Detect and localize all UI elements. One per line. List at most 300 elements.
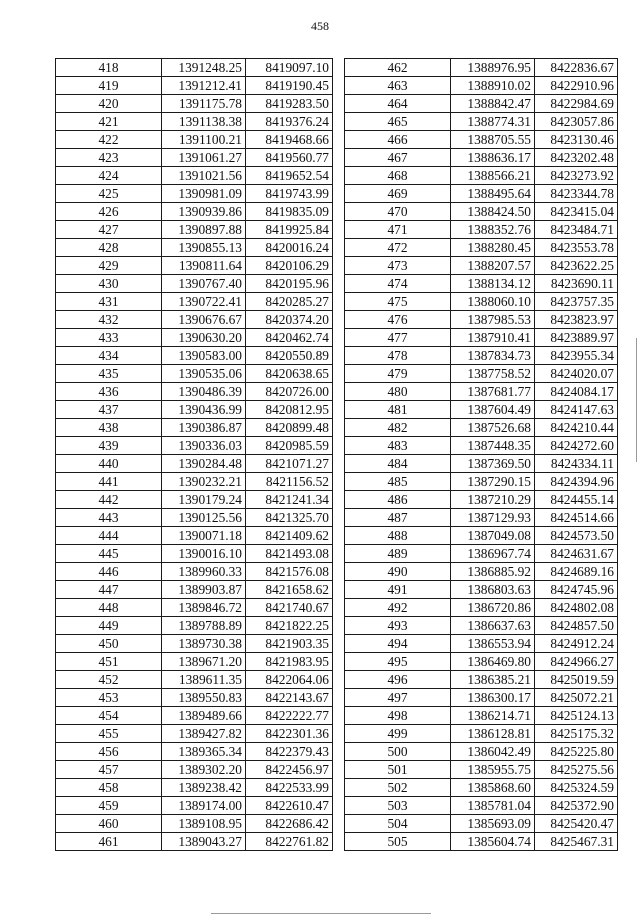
point-number-cell: 430 <box>56 275 162 293</box>
y-coordinate-cell: 8421903.35 <box>246 635 333 653</box>
point-number-cell: 497 <box>345 689 451 707</box>
x-coordinate-cell: 1388424.50 <box>451 203 535 221</box>
point-number-cell: 470 <box>345 203 451 221</box>
y-coordinate-cell: 8420374.20 <box>246 311 333 329</box>
x-coordinate-cell: 1389108.95 <box>162 815 246 833</box>
point-number-cell: 438 <box>56 419 162 437</box>
x-coordinate-cell: 1386214.71 <box>451 707 535 725</box>
x-coordinate-cell: 1391138.38 <box>162 113 246 131</box>
y-coordinate-cell: 8424210.44 <box>535 419 618 437</box>
point-number-cell: 462 <box>345 59 451 77</box>
y-coordinate-cell: 8424272.60 <box>535 437 618 455</box>
point-number-cell: 432 <box>56 311 162 329</box>
y-coordinate-cell: 8424455.14 <box>535 491 618 509</box>
x-coordinate-cell: 1389846.72 <box>162 599 246 617</box>
y-coordinate-cell: 8421740.67 <box>246 599 333 617</box>
y-coordinate-cell: 8424147.63 <box>535 401 618 419</box>
y-coordinate-cell: 8422222.77 <box>246 707 333 725</box>
y-coordinate-cell: 8421156.52 <box>246 473 333 491</box>
table-row <box>345 383 618 401</box>
point-number-cell: 441 <box>56 473 162 491</box>
y-coordinate-cell: 8423130.46 <box>535 131 618 149</box>
table-row <box>56 743 333 761</box>
x-coordinate-cell: 1388280.45 <box>451 239 535 257</box>
point-number-cell: 419 <box>56 77 162 95</box>
table-row <box>345 833 618 851</box>
y-coordinate-cell: 8423057.86 <box>535 113 618 131</box>
table-row <box>345 347 618 365</box>
table-row <box>56 293 333 311</box>
x-coordinate-cell: 1390855.13 <box>162 239 246 257</box>
x-coordinate-cell: 1386042.49 <box>451 743 535 761</box>
table-row <box>56 509 333 527</box>
y-coordinate-cell: 8422143.67 <box>246 689 333 707</box>
table-row <box>56 545 333 563</box>
table-row <box>345 275 618 293</box>
point-number-cell: 446 <box>56 563 162 581</box>
table-row <box>56 383 333 401</box>
x-coordinate-cell: 1389174.00 <box>162 797 246 815</box>
point-number-cell: 483 <box>345 437 451 455</box>
point-number-cell: 435 <box>56 365 162 383</box>
x-coordinate-cell: 1389671.20 <box>162 653 246 671</box>
page-number: 458 <box>311 19 329 33</box>
x-coordinate-cell: 1387526.68 <box>451 419 535 437</box>
x-coordinate-cell: 1389788.89 <box>162 617 246 635</box>
point-number-cell: 457 <box>56 761 162 779</box>
table-row <box>56 653 333 671</box>
table-row <box>345 311 618 329</box>
x-coordinate-cell: 1387049.08 <box>451 527 535 545</box>
x-coordinate-cell: 1388705.55 <box>451 131 535 149</box>
table-row <box>56 149 333 167</box>
x-coordinate-cell: 1390811.64 <box>162 257 246 275</box>
point-number-cell: 485 <box>345 473 451 491</box>
point-number-cell: 451 <box>56 653 162 671</box>
y-coordinate-cell: 8423344.78 <box>535 185 618 203</box>
y-coordinate-cell: 8421822.25 <box>246 617 333 635</box>
point-number-cell: 428 <box>56 239 162 257</box>
point-number-cell: 501 <box>345 761 451 779</box>
point-number-cell: 442 <box>56 491 162 509</box>
table-row <box>56 239 333 257</box>
table-row <box>56 167 333 185</box>
x-coordinate-cell: 1388910.02 <box>451 77 535 95</box>
y-coordinate-cell: 8422533.99 <box>246 779 333 797</box>
point-number-cell: 491 <box>345 581 451 599</box>
table-row <box>56 635 333 653</box>
table-row <box>345 725 618 743</box>
x-coordinate-cell: 1388566.21 <box>451 167 535 185</box>
point-number-cell: 469 <box>345 185 451 203</box>
x-coordinate-cell: 1389302.20 <box>162 761 246 779</box>
point-number-cell: 474 <box>345 275 451 293</box>
y-coordinate-cell: 8419835.09 <box>246 203 333 221</box>
table-row <box>345 59 618 77</box>
table-row <box>56 689 333 707</box>
table-row <box>56 671 333 689</box>
table-row <box>56 59 333 77</box>
point-number-cell: 496 <box>345 671 451 689</box>
y-coordinate-cell: 8424084.17 <box>535 383 618 401</box>
table-row <box>345 761 618 779</box>
scan-edge-mark <box>636 338 637 462</box>
y-coordinate-cell: 8419376.24 <box>246 113 333 131</box>
y-coordinate-cell: 8423484.71 <box>535 221 618 239</box>
table-row <box>345 221 618 239</box>
y-coordinate-cell: 8425225.80 <box>535 743 618 761</box>
table-row <box>56 473 333 491</box>
table-row <box>345 797 618 815</box>
y-coordinate-cell: 8420285.27 <box>246 293 333 311</box>
table-row <box>56 77 333 95</box>
table-row <box>345 437 618 455</box>
y-coordinate-cell: 8423415.04 <box>535 203 618 221</box>
point-number-cell: 490 <box>345 563 451 581</box>
y-coordinate-cell: 8422910.96 <box>535 77 618 95</box>
x-coordinate-cell: 1391175.78 <box>162 95 246 113</box>
point-number-cell: 444 <box>56 527 162 545</box>
point-number-cell: 486 <box>345 491 451 509</box>
y-coordinate-cell: 8424966.27 <box>535 653 618 671</box>
x-coordinate-cell: 1388976.95 <box>451 59 535 77</box>
y-coordinate-cell: 8422984.69 <box>535 95 618 113</box>
table-row <box>345 815 618 833</box>
point-number-cell: 421 <box>56 113 162 131</box>
y-coordinate-cell: 8421983.95 <box>246 653 333 671</box>
y-coordinate-cell: 8424689.16 <box>535 563 618 581</box>
y-coordinate-cell: 8423757.35 <box>535 293 618 311</box>
point-number-cell: 437 <box>56 401 162 419</box>
y-coordinate-cell: 8422064.06 <box>246 671 333 689</box>
point-number-cell: 505 <box>345 833 451 851</box>
x-coordinate-cell: 1386300.17 <box>451 689 535 707</box>
x-coordinate-cell: 1385868.60 <box>451 779 535 797</box>
x-coordinate-cell: 1390179.24 <box>162 491 246 509</box>
y-coordinate-cell: 8423823.97 <box>535 311 618 329</box>
point-number-cell: 440 <box>56 455 162 473</box>
point-number-cell: 452 <box>56 671 162 689</box>
x-coordinate-cell: 1390486.39 <box>162 383 246 401</box>
point-number-cell: 429 <box>56 257 162 275</box>
y-coordinate-cell: 8424020.07 <box>535 365 618 383</box>
point-number-cell: 461 <box>56 833 162 851</box>
point-number-cell: 487 <box>345 509 451 527</box>
x-coordinate-cell: 1385955.75 <box>451 761 535 779</box>
point-number-cell: 500 <box>345 743 451 761</box>
point-number-cell: 502 <box>345 779 451 797</box>
table-row <box>345 617 618 635</box>
table-row <box>345 473 618 491</box>
table-row <box>56 221 333 239</box>
x-coordinate-cell: 1391061.27 <box>162 149 246 167</box>
table-row <box>56 455 333 473</box>
x-coordinate-cell: 1390386.87 <box>162 419 246 437</box>
y-coordinate-cell: 8421241.34 <box>246 491 333 509</box>
point-number-cell: 454 <box>56 707 162 725</box>
table-row <box>345 509 618 527</box>
y-coordinate-cell: 8423273.92 <box>535 167 618 185</box>
point-number-cell: 473 <box>345 257 451 275</box>
table-row <box>345 131 618 149</box>
y-coordinate-cell: 8424857.50 <box>535 617 618 635</box>
x-coordinate-cell: 1386385.21 <box>451 671 535 689</box>
table-row <box>56 581 333 599</box>
x-coordinate-cell: 1391100.21 <box>162 131 246 149</box>
point-number-cell: 465 <box>345 113 451 131</box>
point-number-cell: 504 <box>345 815 451 833</box>
x-coordinate-cell: 1391248.25 <box>162 59 246 77</box>
y-coordinate-cell: 8425072.21 <box>535 689 618 707</box>
x-coordinate-cell: 1386803.63 <box>451 581 535 599</box>
table-row <box>56 275 333 293</box>
point-number-cell: 453 <box>56 689 162 707</box>
table-row <box>56 113 333 131</box>
y-coordinate-cell: 8425019.59 <box>535 671 618 689</box>
table-row <box>56 131 333 149</box>
table-row <box>56 257 333 275</box>
point-number-cell: 447 <box>56 581 162 599</box>
y-coordinate-cell: 8425420.47 <box>535 815 618 833</box>
y-coordinate-cell: 8425467.31 <box>535 833 618 851</box>
y-coordinate-cell: 8425324.59 <box>535 779 618 797</box>
coordinate-table-left <box>55 58 333 851</box>
scan-edge-mark <box>211 913 431 914</box>
table-row <box>345 257 618 275</box>
table-row <box>345 167 618 185</box>
x-coordinate-cell: 1386637.63 <box>451 617 535 635</box>
y-coordinate-cell: 8421325.70 <box>246 509 333 527</box>
point-number-cell: 424 <box>56 167 162 185</box>
table-row <box>56 203 333 221</box>
table-row <box>345 239 618 257</box>
y-coordinate-cell: 8420462.74 <box>246 329 333 347</box>
point-number-cell: 466 <box>345 131 451 149</box>
table-row <box>56 833 333 851</box>
table-row <box>345 779 618 797</box>
table-row <box>345 95 618 113</box>
table-row <box>345 149 618 167</box>
point-number-cell: 494 <box>345 635 451 653</box>
y-coordinate-cell: 8419652.54 <box>246 167 333 185</box>
y-coordinate-cell: 8422836.67 <box>535 59 618 77</box>
point-number-cell: 455 <box>56 725 162 743</box>
x-coordinate-cell: 1387290.15 <box>451 473 535 491</box>
x-coordinate-cell: 1386128.81 <box>451 725 535 743</box>
table-row <box>56 797 333 815</box>
table-row <box>345 185 618 203</box>
point-number-cell: 488 <box>345 527 451 545</box>
y-coordinate-cell: 8419097.10 <box>246 59 333 77</box>
point-number-cell: 418 <box>56 59 162 77</box>
point-number-cell: 484 <box>345 455 451 473</box>
y-coordinate-cell: 8422379.43 <box>246 743 333 761</box>
x-coordinate-cell: 1387210.29 <box>451 491 535 509</box>
table-row <box>345 527 618 545</box>
table-row <box>345 653 618 671</box>
point-number-cell: 499 <box>345 725 451 743</box>
y-coordinate-cell: 8425124.13 <box>535 707 618 725</box>
y-coordinate-cell: 8423202.48 <box>535 149 618 167</box>
table-row <box>345 455 618 473</box>
y-coordinate-cell: 8424334.11 <box>535 455 618 473</box>
point-number-cell: 476 <box>345 311 451 329</box>
y-coordinate-cell: 8421409.62 <box>246 527 333 545</box>
point-number-cell: 423 <box>56 149 162 167</box>
x-coordinate-cell: 1388636.17 <box>451 149 535 167</box>
y-coordinate-cell: 8425175.32 <box>535 725 618 743</box>
table-row <box>56 311 333 329</box>
table-row <box>345 77 618 95</box>
y-coordinate-cell: 8419743.99 <box>246 185 333 203</box>
y-coordinate-cell: 8423553.78 <box>535 239 618 257</box>
x-coordinate-cell: 1387369.50 <box>451 455 535 473</box>
table-row <box>345 743 618 761</box>
table-row <box>345 419 618 437</box>
y-coordinate-cell: 8420726.00 <box>246 383 333 401</box>
table-row <box>56 725 333 743</box>
x-coordinate-cell: 1388134.12 <box>451 275 535 293</box>
x-coordinate-cell: 1386885.92 <box>451 563 535 581</box>
point-number-cell: 498 <box>345 707 451 725</box>
x-coordinate-cell: 1387834.73 <box>451 347 535 365</box>
point-number-cell: 479 <box>345 365 451 383</box>
table-row <box>56 329 333 347</box>
y-coordinate-cell: 8424912.24 <box>535 635 618 653</box>
y-coordinate-cell: 8419925.84 <box>246 221 333 239</box>
x-coordinate-cell: 1390676.67 <box>162 311 246 329</box>
table-row <box>56 599 333 617</box>
point-number-cell: 460 <box>56 815 162 833</box>
x-coordinate-cell: 1387681.77 <box>451 383 535 401</box>
x-coordinate-cell: 1390336.03 <box>162 437 246 455</box>
coordinate-table-right <box>344 58 618 851</box>
table-row <box>345 671 618 689</box>
point-number-cell: 492 <box>345 599 451 617</box>
y-coordinate-cell: 8423889.97 <box>535 329 618 347</box>
x-coordinate-cell: 1390583.00 <box>162 347 246 365</box>
point-number-cell: 426 <box>56 203 162 221</box>
point-number-cell: 434 <box>56 347 162 365</box>
y-coordinate-cell: 8419560.77 <box>246 149 333 167</box>
x-coordinate-cell: 1391021.56 <box>162 167 246 185</box>
y-coordinate-cell: 8423955.34 <box>535 347 618 365</box>
x-coordinate-cell: 1388495.64 <box>451 185 535 203</box>
point-number-cell: 436 <box>56 383 162 401</box>
y-coordinate-cell: 8425372.90 <box>535 797 618 815</box>
point-number-cell: 433 <box>56 329 162 347</box>
point-number-cell: 493 <box>345 617 451 635</box>
table-row <box>56 365 333 383</box>
table-row <box>345 113 618 131</box>
point-number-cell: 443 <box>56 509 162 527</box>
y-coordinate-cell: 8422610.47 <box>246 797 333 815</box>
x-coordinate-cell: 1388207.57 <box>451 257 535 275</box>
table-row <box>345 365 618 383</box>
x-coordinate-cell: 1390535.06 <box>162 365 246 383</box>
table-row <box>345 581 618 599</box>
x-coordinate-cell: 1390284.48 <box>162 455 246 473</box>
x-coordinate-cell: 1387758.52 <box>451 365 535 383</box>
x-coordinate-cell: 1389960.33 <box>162 563 246 581</box>
x-coordinate-cell: 1387910.41 <box>451 329 535 347</box>
table-row <box>56 815 333 833</box>
table-row <box>345 707 618 725</box>
x-coordinate-cell: 1388774.31 <box>451 113 535 131</box>
point-number-cell: 478 <box>345 347 451 365</box>
y-coordinate-cell: 8424573.50 <box>535 527 618 545</box>
point-number-cell: 503 <box>345 797 451 815</box>
x-coordinate-cell: 1389611.35 <box>162 671 246 689</box>
y-coordinate-cell: 8424745.96 <box>535 581 618 599</box>
x-coordinate-cell: 1387985.53 <box>451 311 535 329</box>
point-number-cell: 422 <box>56 131 162 149</box>
y-coordinate-cell: 8420985.59 <box>246 437 333 455</box>
y-coordinate-cell: 8422761.82 <box>246 833 333 851</box>
y-coordinate-cell: 8420016.24 <box>246 239 333 257</box>
x-coordinate-cell: 1389365.34 <box>162 743 246 761</box>
x-coordinate-cell: 1390436.99 <box>162 401 246 419</box>
point-number-cell: 467 <box>345 149 451 167</box>
point-number-cell: 449 <box>56 617 162 635</box>
table-row <box>56 527 333 545</box>
y-coordinate-cell: 8420106.29 <box>246 257 333 275</box>
x-coordinate-cell: 1390016.10 <box>162 545 246 563</box>
x-coordinate-cell: 1388352.76 <box>451 221 535 239</box>
y-coordinate-cell: 8425275.56 <box>535 761 618 779</box>
table-row <box>345 599 618 617</box>
y-coordinate-cell: 8421658.62 <box>246 581 333 599</box>
point-number-cell: 459 <box>56 797 162 815</box>
y-coordinate-cell: 8420812.95 <box>246 401 333 419</box>
table-row <box>56 401 333 419</box>
x-coordinate-cell: 1386967.74 <box>451 545 535 563</box>
y-coordinate-cell: 8424802.08 <box>535 599 618 617</box>
x-coordinate-cell: 1391212.41 <box>162 77 246 95</box>
x-coordinate-cell: 1390897.88 <box>162 221 246 239</box>
point-number-cell: 471 <box>345 221 451 239</box>
x-coordinate-cell: 1390125.56 <box>162 509 246 527</box>
x-coordinate-cell: 1390981.09 <box>162 185 246 203</box>
x-coordinate-cell: 1389238.42 <box>162 779 246 797</box>
point-number-cell: 480 <box>345 383 451 401</box>
table-row <box>345 293 618 311</box>
y-coordinate-cell: 8421071.27 <box>246 455 333 473</box>
x-coordinate-cell: 1387129.93 <box>451 509 535 527</box>
point-number-cell: 463 <box>345 77 451 95</box>
x-coordinate-cell: 1390767.40 <box>162 275 246 293</box>
table-row <box>56 779 333 797</box>
point-number-cell: 495 <box>345 653 451 671</box>
table-row <box>56 761 333 779</box>
point-number-cell: 489 <box>345 545 451 563</box>
table-row <box>56 185 333 203</box>
y-coordinate-cell: 8419283.50 <box>246 95 333 113</box>
y-coordinate-cell: 8419190.45 <box>246 77 333 95</box>
point-number-cell: 445 <box>56 545 162 563</box>
point-number-cell: 482 <box>345 419 451 437</box>
table-row <box>345 545 618 563</box>
point-number-cell: 448 <box>56 599 162 617</box>
x-coordinate-cell: 1390071.18 <box>162 527 246 545</box>
y-coordinate-cell: 8424394.96 <box>535 473 618 491</box>
point-number-cell: 431 <box>56 293 162 311</box>
x-coordinate-cell: 1389903.87 <box>162 581 246 599</box>
x-coordinate-cell: 1390630.20 <box>162 329 246 347</box>
table-row <box>56 347 333 365</box>
y-coordinate-cell: 8422686.42 <box>246 815 333 833</box>
x-coordinate-cell: 1386720.86 <box>451 599 535 617</box>
